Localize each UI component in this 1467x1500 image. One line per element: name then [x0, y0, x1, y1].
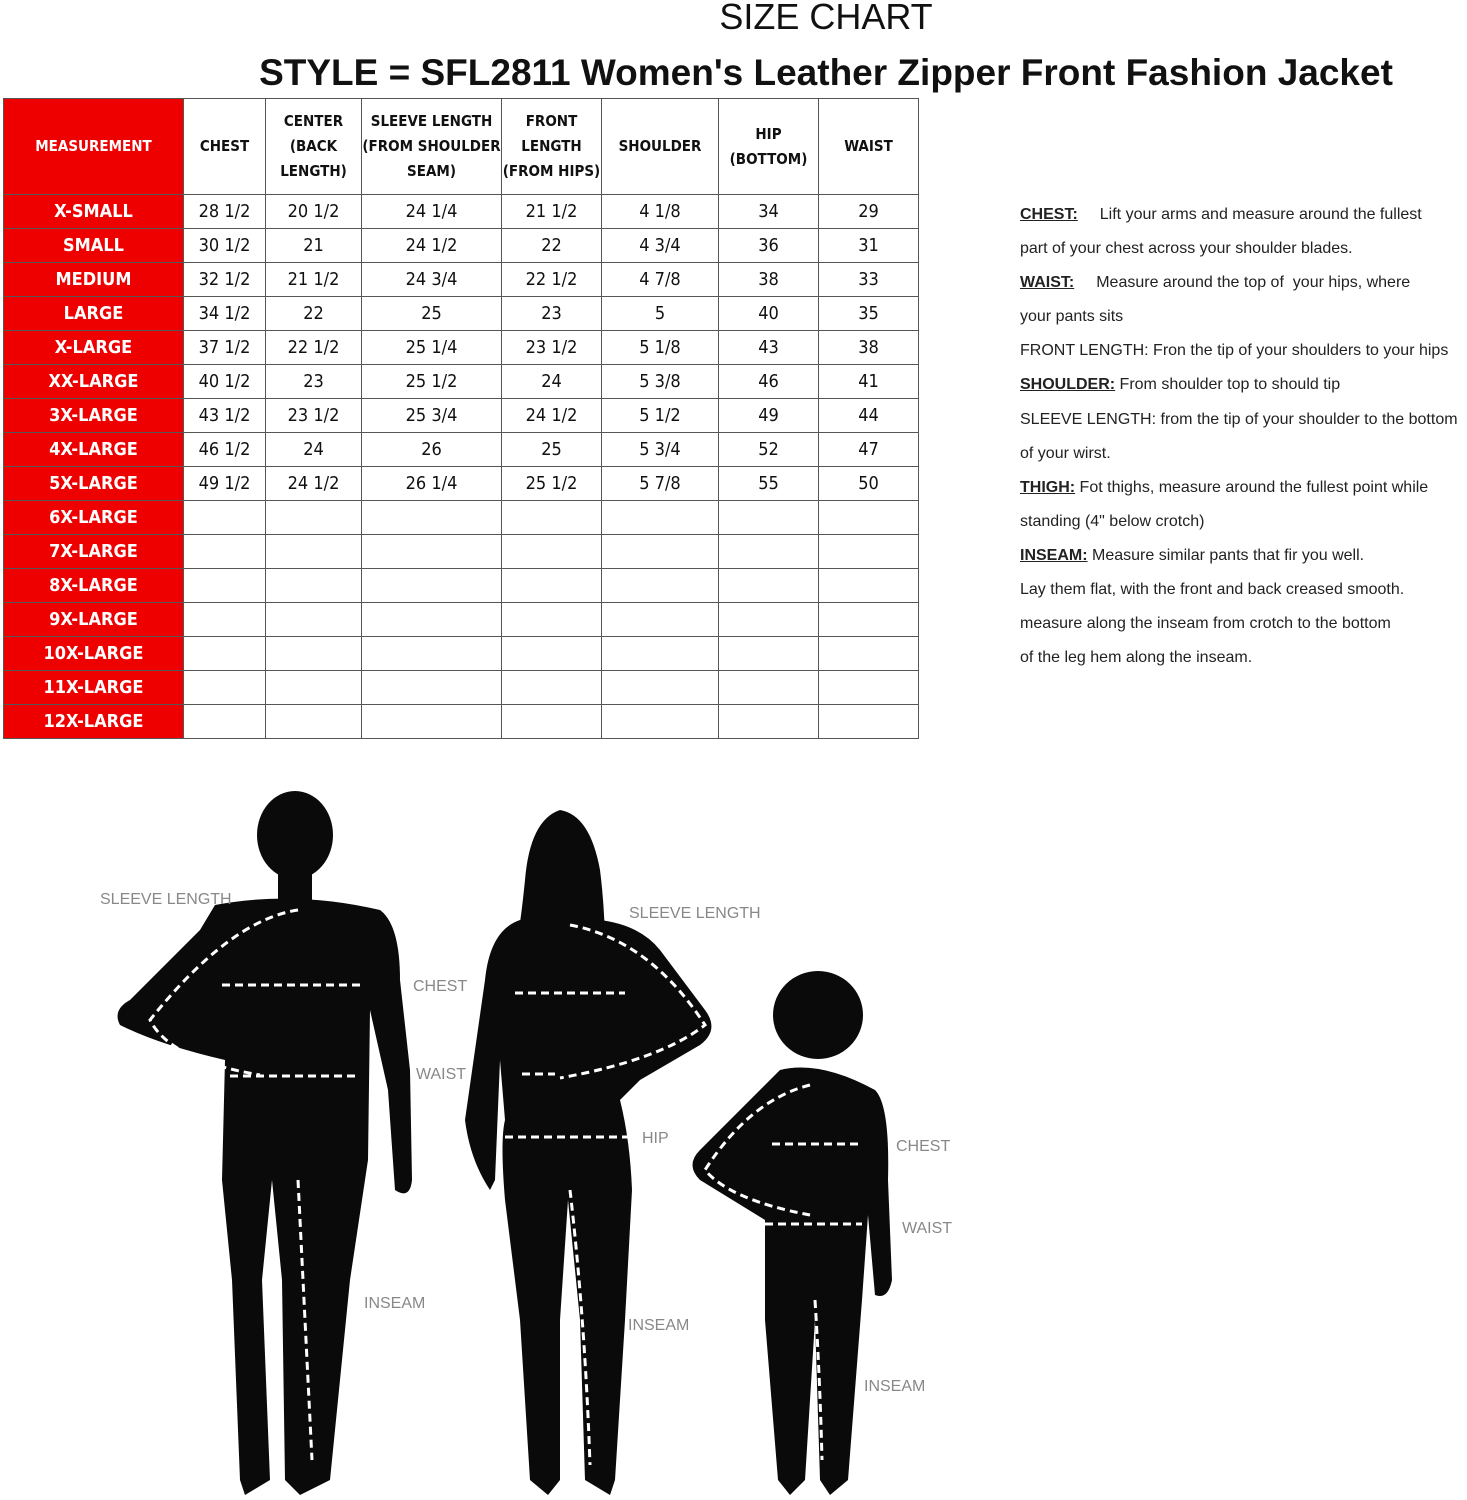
- guide-line: [1020, 368, 1458, 402]
- measurement-cell: 49 1/2: [184, 467, 266, 501]
- measurement-cell: 24: [266, 433, 362, 467]
- guide-text: of the leg hem along the inseam.: [1020, 649, 1253, 667]
- guide-line: [1020, 198, 1458, 232]
- measurement-cell: 23 1/2: [266, 399, 362, 433]
- measurement-cell: 36: [719, 229, 819, 263]
- man-inseam-label: INSEAM: [364, 1295, 426, 1312]
- measurement-cell: [502, 671, 602, 705]
- column-header: CENTER (BACK LENGTH): [266, 99, 362, 195]
- measurement-cell: 38: [819, 331, 919, 365]
- table-row: [4, 331, 919, 365]
- guide-term: THIGH:: [1020, 478, 1076, 496]
- measurement-cell: 24 1/2: [502, 399, 602, 433]
- table-row: [4, 501, 919, 535]
- column-header: SHOULDER: [602, 99, 719, 195]
- measurement-cell: 25 1/2: [362, 365, 502, 399]
- measurement-cell: 5 3/4: [602, 433, 719, 467]
- column-header: WAIST: [819, 99, 919, 195]
- measurement-cell: 34 1/2: [184, 297, 266, 331]
- size-label: 9X-LARGE: [4, 603, 184, 637]
- measurement-cell: 38: [719, 263, 819, 297]
- guide-text: Lift your arms and measure around the fullest: [1099, 206, 1422, 223]
- measurement-cell: 5 7/8: [602, 467, 719, 501]
- table-row: [4, 535, 919, 569]
- guide-line: [1020, 471, 1458, 505]
- woman-inseam-label: INSEAM: [628, 1317, 690, 1334]
- measurement-cell: 30 1/2: [184, 229, 266, 263]
- man-sleeve-label: SLEEVE LENGTH: [100, 891, 232, 908]
- guide-text: Fot thighs, measure around the fullest point while: [1075, 478, 1429, 496]
- measurement-cell: [602, 705, 719, 739]
- measurement-cell: [602, 501, 719, 535]
- table-row: [4, 705, 919, 739]
- measurement-cell: [819, 569, 919, 603]
- measurement-cell: [502, 501, 602, 535]
- size-label: 11X-LARGE: [4, 671, 184, 705]
- measurement-cell: 21: [266, 229, 362, 263]
- measurement-cell: [819, 705, 919, 739]
- column-header: FRONT LENGTH (FROM HIPS): [502, 99, 602, 195]
- size-label: 10X-LARGE: [4, 637, 184, 671]
- measurement-cell: 24: [502, 365, 602, 399]
- man-chest-label: CHEST: [413, 978, 468, 995]
- table-row: [4, 195, 919, 229]
- measurement-cell: 41: [819, 365, 919, 399]
- measurement-cell: 32 1/2: [184, 263, 266, 297]
- measurement-cell: [362, 569, 502, 603]
- table-row: [4, 229, 919, 263]
- size-label: 6X-LARGE: [4, 501, 184, 535]
- measurement-cell: [184, 603, 266, 637]
- measurement-cell: 40 1/2: [184, 365, 266, 399]
- measurement-cell: 23: [266, 365, 362, 399]
- measurement-cell: 26: [362, 433, 502, 467]
- guide-text: part of your chest across your shoulder blades.: [1020, 240, 1353, 258]
- table-row: [4, 603, 919, 637]
- measurement-cell: 24 3/4: [362, 263, 502, 297]
- measurement-cell: 35: [819, 297, 919, 331]
- measurement-cell: 47: [819, 433, 919, 467]
- measurement-cell: 24 1/4: [362, 195, 502, 229]
- measurement-cell: [819, 671, 919, 705]
- measurement-cell: [819, 603, 919, 637]
- guide-term: INSEAM:: [1020, 546, 1088, 564]
- measurement-cell: 5 3/8: [602, 365, 719, 399]
- table-row: [4, 467, 919, 501]
- size-label: MEDIUM: [4, 263, 184, 297]
- guide-line: [1020, 607, 1458, 641]
- measurement-cell: [819, 637, 919, 671]
- measurement-cell: [266, 671, 362, 705]
- guide-line: [1020, 641, 1458, 675]
- guide-line: [1020, 403, 1458, 437]
- guide-line: [1020, 539, 1458, 573]
- measurement-cell: 26 1/4: [362, 467, 502, 501]
- measurement-cell: [602, 637, 719, 671]
- guide-text: FRONT LENGTH: Fron the tip of your shoulders to your hips: [1020, 342, 1449, 360]
- measurement-cell: 34: [719, 195, 819, 229]
- measurement-cell: [719, 603, 819, 637]
- size-table: [3, 98, 919, 739]
- measurement-cell: 37 1/2: [184, 331, 266, 365]
- measurement-cell: 43: [719, 331, 819, 365]
- child-chest-label: CHEST: [896, 1138, 951, 1155]
- guide-term: SHOULDER:: [1020, 376, 1116, 394]
- measurement-cell: [719, 535, 819, 569]
- measurement-cell: 52: [719, 433, 819, 467]
- measurement-cell: [362, 637, 502, 671]
- guide-term: WAIST:: [1020, 274, 1075, 292]
- guide-line: [1020, 437, 1458, 471]
- table-row: [4, 263, 919, 297]
- measurement-cell: [184, 535, 266, 569]
- measurement-cell: 31: [819, 229, 919, 263]
- guide-line: [1020, 300, 1458, 334]
- guide-text: measure along the inseam from crotch to the bottom: [1020, 615, 1391, 633]
- measurement-cell: 25: [362, 297, 502, 331]
- measurement-cell: 5 1/8: [602, 331, 719, 365]
- measurement-cell: [502, 637, 602, 671]
- measurement-cell: 21 1/2: [266, 263, 362, 297]
- measurement-cell: 25: [502, 433, 602, 467]
- woman-sleeve-label: SLEEVE LENGTH: [629, 905, 761, 922]
- measurement-cell: 24 1/2: [266, 467, 362, 501]
- measurement-cell: [266, 535, 362, 569]
- measurement-cell: [719, 569, 819, 603]
- measurement-cell: 49: [719, 399, 819, 433]
- size-label: LARGE: [4, 297, 184, 331]
- measurement-cell: 21 1/2: [502, 195, 602, 229]
- table-row: [4, 433, 919, 467]
- measurement-cell: [502, 603, 602, 637]
- table-row: [4, 297, 919, 331]
- body-measurement-figures: [0, 760, 1000, 1500]
- child-waist-label: WAIST: [902, 1220, 953, 1237]
- measurement-cell: [719, 637, 819, 671]
- guide-line: [1020, 573, 1458, 607]
- woman-hip-label: HIP: [642, 1130, 669, 1147]
- measurement-cell: [362, 501, 502, 535]
- measurement-cell: [602, 603, 719, 637]
- column-header: CHEST: [184, 99, 266, 195]
- guide-text: SLEEVE LENGTH: from the tip of your shoulder to the bottom: [1020, 410, 1458, 428]
- column-header: MEASUREMENT: [4, 99, 184, 195]
- child-silhouette-icon: [693, 971, 893, 1495]
- measurement-cell: [362, 535, 502, 569]
- measurement-cell: [184, 671, 266, 705]
- size-label: X-SMALL: [4, 195, 184, 229]
- table-row: [4, 569, 919, 603]
- size-label: 8X-LARGE: [4, 569, 184, 603]
- measurement-cell: 5 1/2: [602, 399, 719, 433]
- table-row: [4, 399, 919, 433]
- size-label: 12X-LARGE: [4, 705, 184, 739]
- measurement-cell: 25 1/2: [502, 467, 602, 501]
- guide-line: [1020, 232, 1458, 266]
- measurement-cell: 4 1/8: [602, 195, 719, 229]
- measurement-cell: 25 1/4: [362, 331, 502, 365]
- guide-term: CHEST:: [1020, 206, 1078, 223]
- measurement-cell: [266, 501, 362, 535]
- measurement-cell: 55: [719, 467, 819, 501]
- measurement-cell: 22: [502, 229, 602, 263]
- measurement-cell: 33: [819, 263, 919, 297]
- guide-text: Measure similar pants that fir you well.: [1087, 546, 1365, 564]
- measurement-cell: [266, 603, 362, 637]
- size-label: 3X-LARGE: [4, 399, 184, 433]
- measurement-cell: 46 1/2: [184, 433, 266, 467]
- column-header: HIP (BOTTOM): [719, 99, 819, 195]
- guide-text: standing (4" below crotch): [1020, 512, 1205, 530]
- guide-text: From shoulder top to should tip: [1115, 376, 1341, 394]
- measurement-cell: 44: [819, 399, 919, 433]
- measurement-cell: [266, 569, 362, 603]
- measurement-cell: 22 1/2: [502, 263, 602, 297]
- measurement-cell: [362, 671, 502, 705]
- guide-text: Measure around the top of your hips, where: [1096, 274, 1411, 292]
- measurement-cell: 23: [502, 297, 602, 331]
- guide-line: [1020, 334, 1458, 368]
- measurement-cell: 22 1/2: [266, 331, 362, 365]
- measurement-cell: [502, 569, 602, 603]
- measurement-cell: [362, 603, 502, 637]
- measurement-cell: [502, 535, 602, 569]
- measurement-cell: 28 1/2: [184, 195, 266, 229]
- child-inseam-label: INSEAM: [864, 1378, 926, 1395]
- measurement-cell: 29: [819, 195, 919, 229]
- style-heading: STYLE = SFL2811 Women's Leather Zipper Front Fashion Jacket: [259, 52, 1393, 93]
- measurement-cell: 50: [819, 467, 919, 501]
- measurement-cell: [502, 705, 602, 739]
- measurement-cell: [266, 705, 362, 739]
- measurement-cell: [719, 705, 819, 739]
- measurement-cell: 23 1/2: [502, 331, 602, 365]
- measurement-cell: [719, 501, 819, 535]
- measurement-cell: [819, 501, 919, 535]
- size-label: X-LARGE: [4, 331, 184, 365]
- guide-text: your pants sits: [1020, 308, 1124, 326]
- measurement-cell: 22: [266, 297, 362, 331]
- measurement-cell: [602, 535, 719, 569]
- measurement-cell: [602, 671, 719, 705]
- measurement-cell: [184, 705, 266, 739]
- table-row: [4, 365, 919, 399]
- measurement-cell: 4 7/8: [602, 263, 719, 297]
- measurement-cell: 5: [602, 297, 719, 331]
- measurement-cell: 46: [719, 365, 819, 399]
- measurement-cell: [266, 637, 362, 671]
- measurement-cell: [184, 569, 266, 603]
- measurement-cell: 25 3/4: [362, 399, 502, 433]
- guide-text: of your wirst.: [1020, 444, 1111, 462]
- size-label: SMALL: [4, 229, 184, 263]
- man-waist-label: WAIST: [416, 1066, 467, 1083]
- size-label: 7X-LARGE: [4, 535, 184, 569]
- measurement-guide: [1020, 198, 1458, 675]
- column-header: SLEEVE LENGTH (FROM SHOULDER SEAM): [362, 99, 502, 195]
- size-label: 5X-LARGE: [4, 467, 184, 501]
- measurement-cell: 40: [719, 297, 819, 331]
- guide-line: [1020, 266, 1458, 300]
- size-label: XX-LARGE: [4, 365, 184, 399]
- table-row: [4, 671, 919, 705]
- measurement-cell: [362, 705, 502, 739]
- measurement-cell: 24 1/2: [362, 229, 502, 263]
- measurement-cell: [184, 637, 266, 671]
- measurement-cell: [719, 671, 819, 705]
- page-title: SIZE CHART: [719, 0, 933, 37]
- table-row: [4, 637, 919, 671]
- guide-text: Lay them flat, with the front and back creased smooth.: [1020, 581, 1405, 599]
- measurement-cell: 20 1/2: [266, 195, 362, 229]
- size-label: 4X-LARGE: [4, 433, 184, 467]
- measurement-cell: [602, 569, 719, 603]
- measurement-cell: [184, 501, 266, 535]
- measurement-cell: 4 3/4: [602, 229, 719, 263]
- measurement-cell: [819, 535, 919, 569]
- guide-line: [1020, 505, 1458, 539]
- measurement-cell: 43 1/2: [184, 399, 266, 433]
